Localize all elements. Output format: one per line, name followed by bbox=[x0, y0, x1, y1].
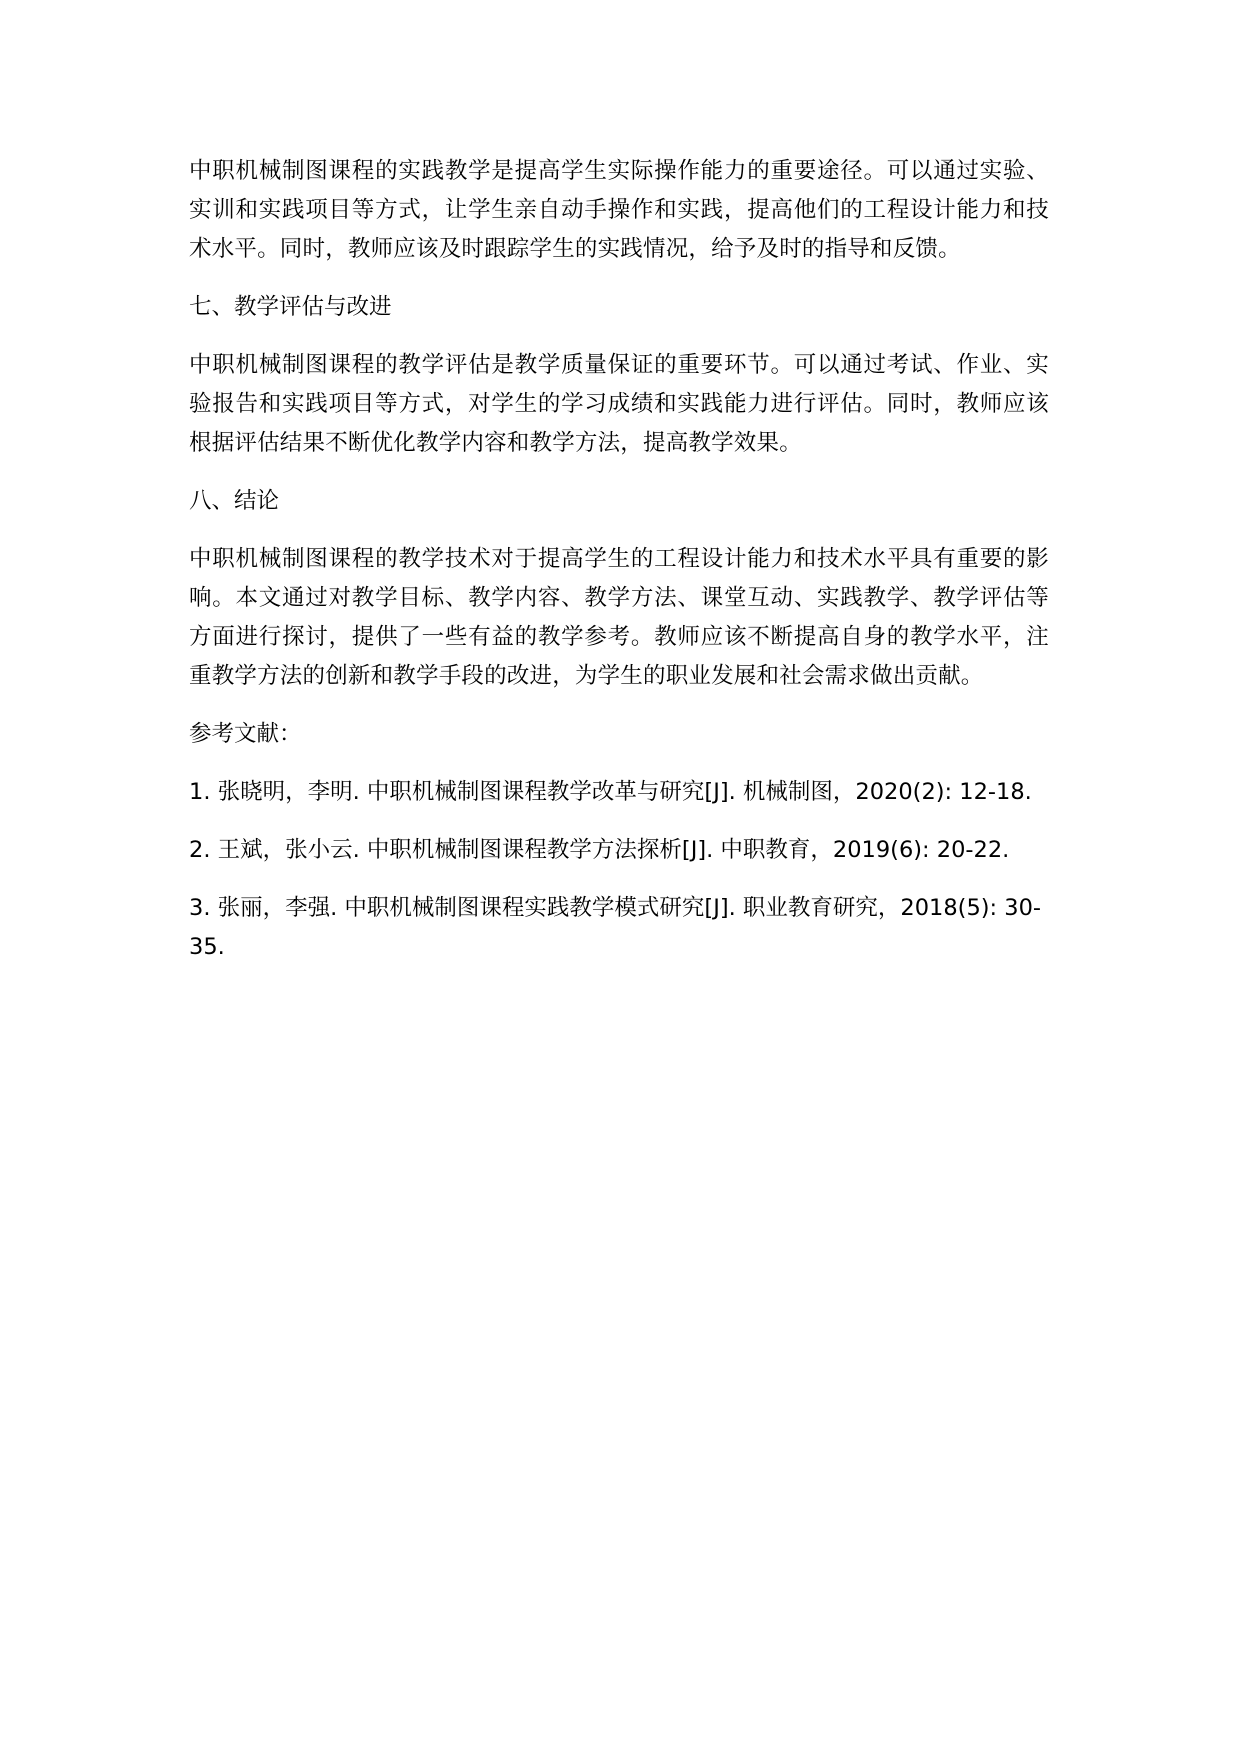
references-heading: 参考文献： bbox=[189, 721, 302, 747]
reference-item: 2. 王斌，张小云. 中职机械制图课程教学方法探析[J]. 中职教育，2019(6): 20-22. bbox=[189, 837, 1010, 863]
section-heading-evaluation: 七、教学评估与改进 bbox=[189, 294, 392, 320]
section-heading-conclusion: 八、结论 bbox=[189, 488, 280, 514]
document-page bbox=[189, 152, 1049, 986]
paragraph-practice-teaching: 中职机械制图课程的实践教学是提高学生实际操作能力的重要途径。可以通过实验、实训和实践项目等方式，让学生亲自动手操作和实践，提高他们的工程设计能力和技术水平。同时，教师应该及时跟踪学生的实践情况，给予及时的指导和反馈。 bbox=[189, 158, 1049, 262]
paragraph-teaching-evaluation: 中职机械制图课程的教学评估是教学质量保证的重要环节。可以通过考试、作业、实验报告和实践项目等方式，对学生的学习成绩和实践能力进行评估。同时，教师应该根据评估结果不断优化教学内容和教学方法，提高教学效果。 bbox=[189, 352, 1049, 456]
paragraph-conclusion: 中职机械制图课程的教学技术对于提高学生的工程设计能力和技术水平具有重要的影响。本文通过对教学目标、教学内容、教学方法、课堂互动、实践教学、教学评估等方面进行探讨，提供了一些有益的教学参考。教师应该不断提高自身的教学水平，注重教学方法的创新和教学手段的改进，为学生的职业发展和社会需求做出贡献。 bbox=[189, 546, 1049, 689]
reference-item: 1. 张晓明，李明. 中职机械制图课程教学改革与研究[J]. 机械制图，2020(2): 12-18. bbox=[189, 779, 1032, 805]
reference-item: 3. 张丽，李强. 中职机械制图课程实践教学模式研究[J]. 职业教育研究，2018(5): 30-35. bbox=[189, 895, 1042, 960]
